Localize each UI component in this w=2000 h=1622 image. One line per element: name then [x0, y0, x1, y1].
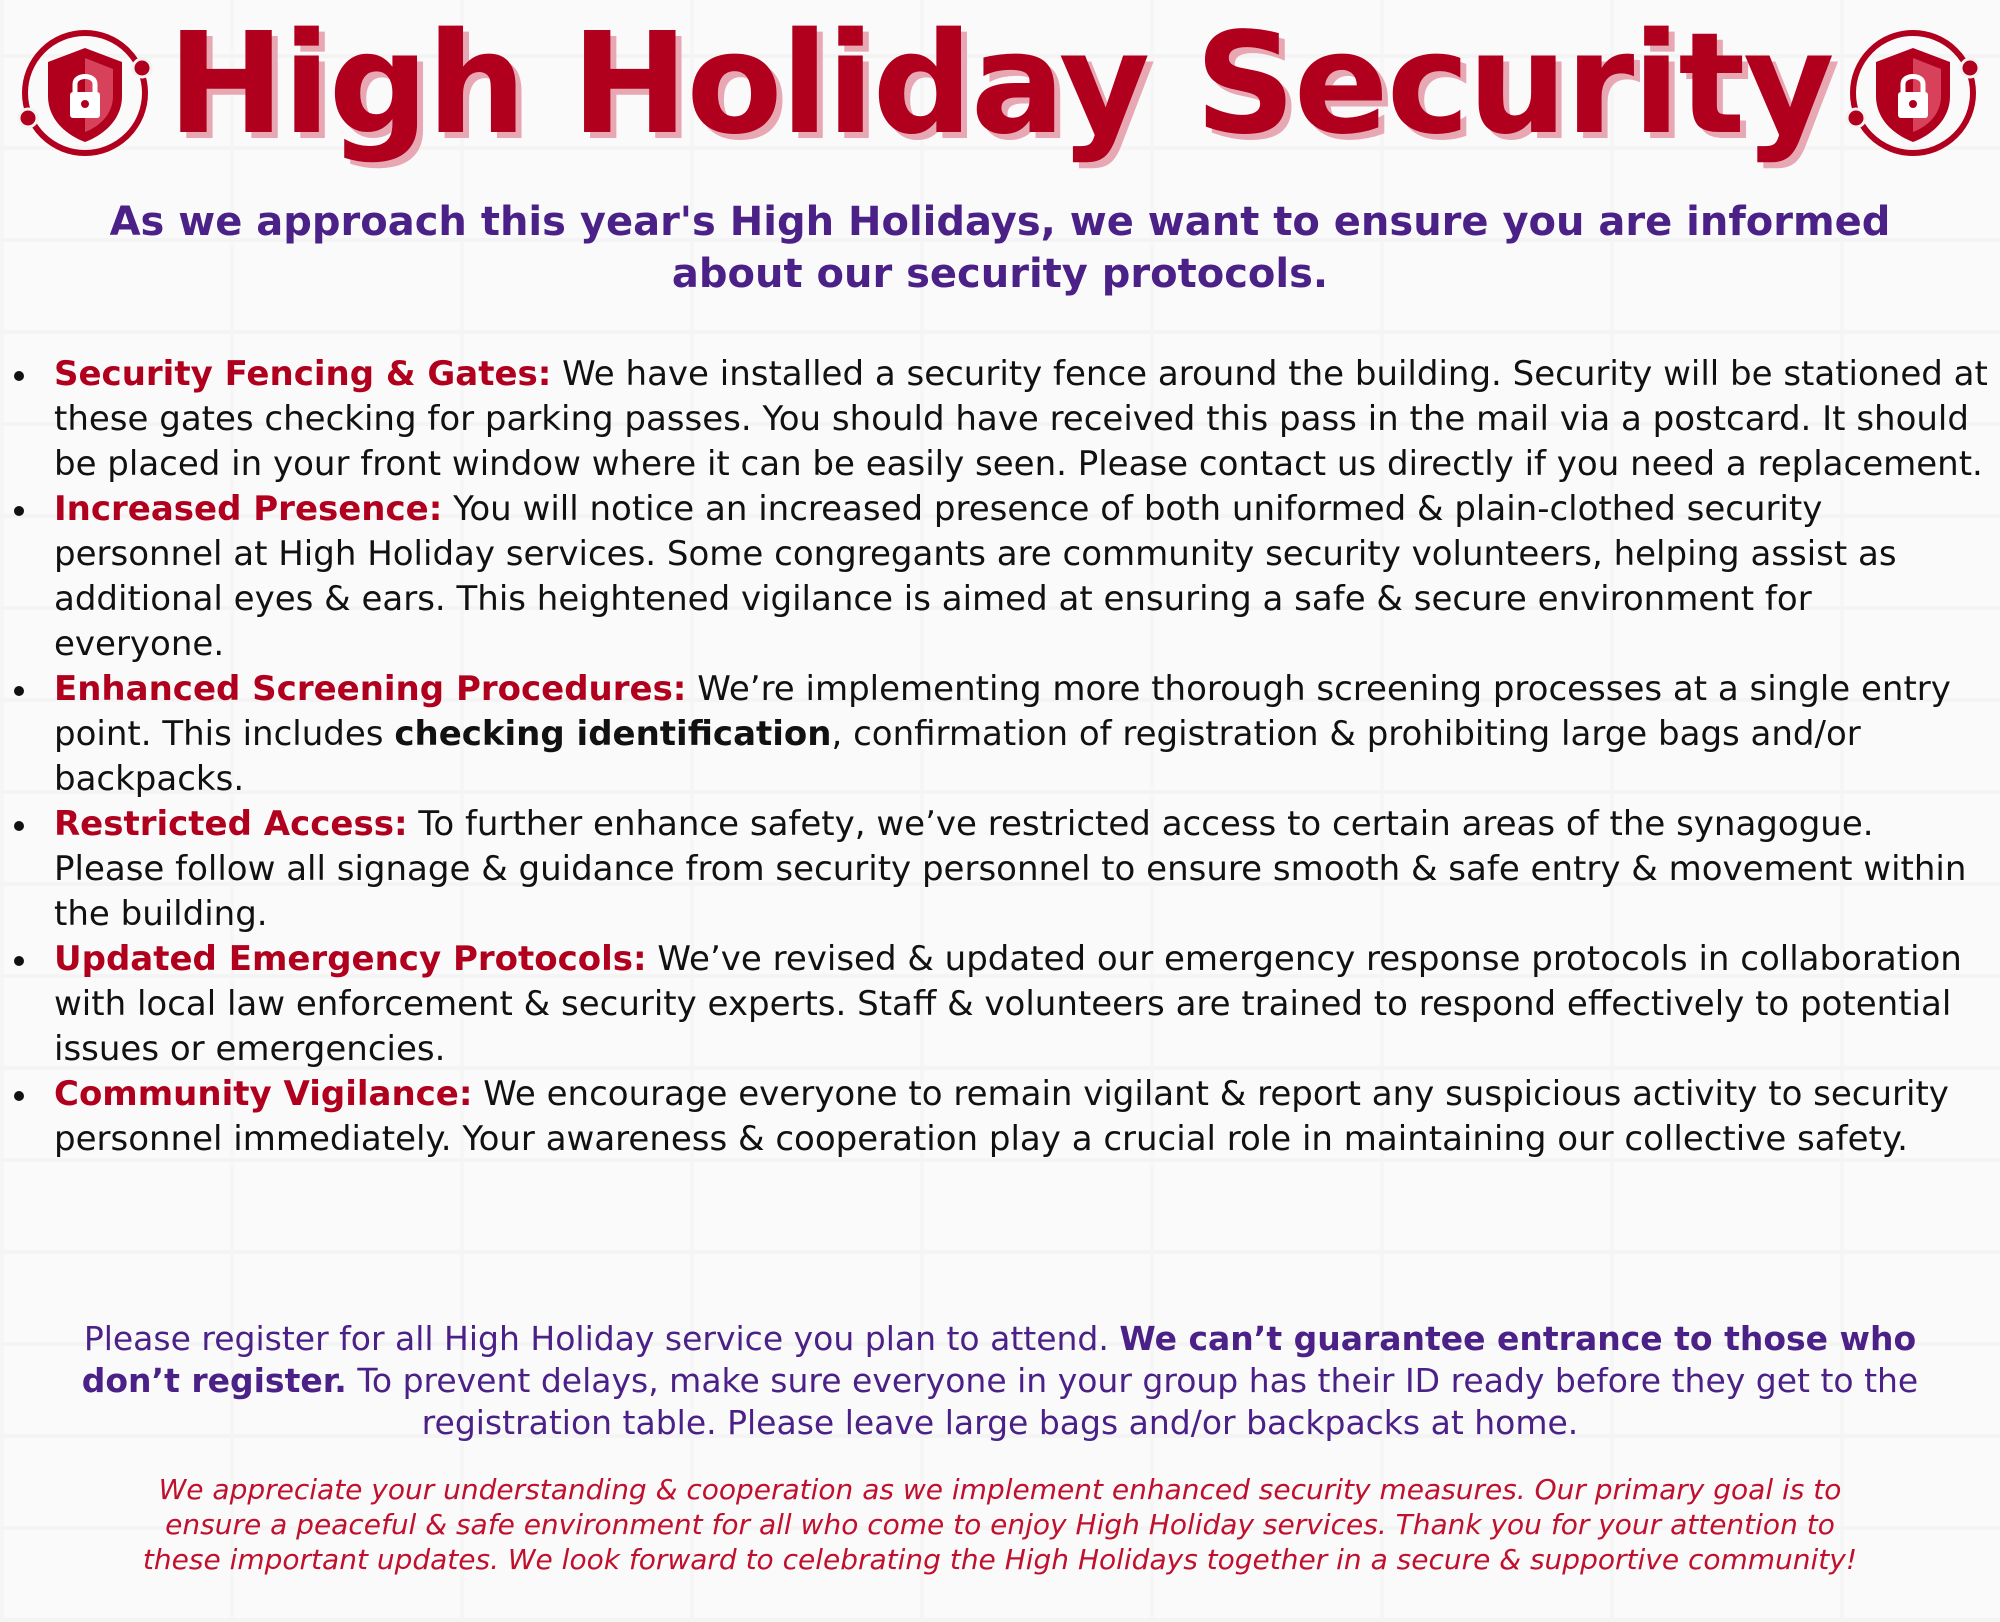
item-heading: Updated Emergency Protocols:	[54, 939, 647, 979]
item-heading: Security Fencing & Gates:	[54, 354, 552, 394]
bullet-icon	[14, 1091, 24, 1101]
thank-you-note: We appreciate your understanding & cooperation as we implement enhanced security measures. Our primary goal is to ensure a peaceful & safe environment for all who come to enjoy High Holiday services. Thank you for your attention to these important updates. We look forward to celebrating the High Holidays together in a secure & supportive community!	[142, 1473, 1858, 1576]
item-heading: Restricted Access:	[54, 804, 408, 844]
item-text: , confirmation of registration & prohibiting large bags and/or backpacks.	[54, 714, 1861, 799]
shield-lock-icon	[1838, 18, 1988, 168]
shield-lock-icon	[10, 18, 160, 168]
list-item-emergency-protocols	[0, 937, 2000, 1072]
registration-text: Please register for all High Holiday service you plan to attend.	[83, 1319, 1120, 1358]
list-item-community-vigilance	[0, 1072, 2000, 1162]
bullet-icon	[14, 506, 24, 516]
intro-heading: As we approach this year's High Holidays, we want to ensure you are informed about our security protocols.	[109, 199, 1891, 297]
list-item-restricted-access	[0, 802, 2000, 937]
protocol-list	[0, 352, 2000, 1162]
list-item-enhanced-screening	[0, 667, 2000, 802]
registration-emphasis: We can’t guarantee entrance to those who don’t register.	[81, 1319, 1917, 1400]
list-item-security-fencing	[0, 352, 2000, 487]
page-title: High Holiday Security	[167, 3, 1833, 166]
item-heading: Increased Presence:	[54, 489, 443, 529]
bullet-icon	[14, 686, 24, 696]
item-heading: Enhanced Screening Procedures:	[54, 669, 687, 709]
registration-notice	[80, 1318, 1920, 1444]
list-item-increased-presence	[0, 487, 2000, 667]
item-text: We’re implementing more thorough screening processes at a single entry point. This includes	[54, 669, 1951, 754]
registration-text: To prevent delays, make sure everyone in your group has their ID ready before they get to the registration table. Please leave large bags and/or backpacks at home.	[346, 1361, 1919, 1442]
item-text: We encourage everyone to remain vigilant & report any suspicious activity to security personnel immediately. Your awareness & cooperation play a crucial role in maintaining our collective safety.	[54, 1074, 1949, 1159]
bullet-icon	[14, 956, 24, 966]
item-text: To further enhance safety, we’ve restricted access to certain areas of the synagogue. Please follow all signage & guidance from security personnel to ensure smooth & safe entry & movement within the building.	[54, 804, 1967, 934]
item-emphasis: checking identification	[394, 714, 832, 754]
item-text: We have installed a security fence around the building. Security will be stationed at these gates checking for parking passes. You should have received this pass in the mail via a postcard. It should be placed in your front window where it can be easily seen. Please contact us directly if you need a replacement.	[54, 354, 1988, 484]
bullet-icon	[14, 821, 24, 831]
bullet-icon	[14, 371, 24, 381]
item-text: You will notice an increased presence of both uniformed & plain-clothed security personnel at High Holiday services. Some congregants are community security volunteers, helping assist as additional eyes & ears. This heightened vigilance is aimed at ensuring a safe & secure environment for everyone.	[54, 489, 1897, 664]
header	[0, 0, 2000, 180]
item-heading: Community Vigilance:	[54, 1074, 473, 1114]
item-text: We’ve revised & updated our emergency response protocols in collaboration with local law enforcement & security experts. Staff & volunteers are trained to respond effectively to potential issues or emergencies.	[54, 939, 1962, 1069]
